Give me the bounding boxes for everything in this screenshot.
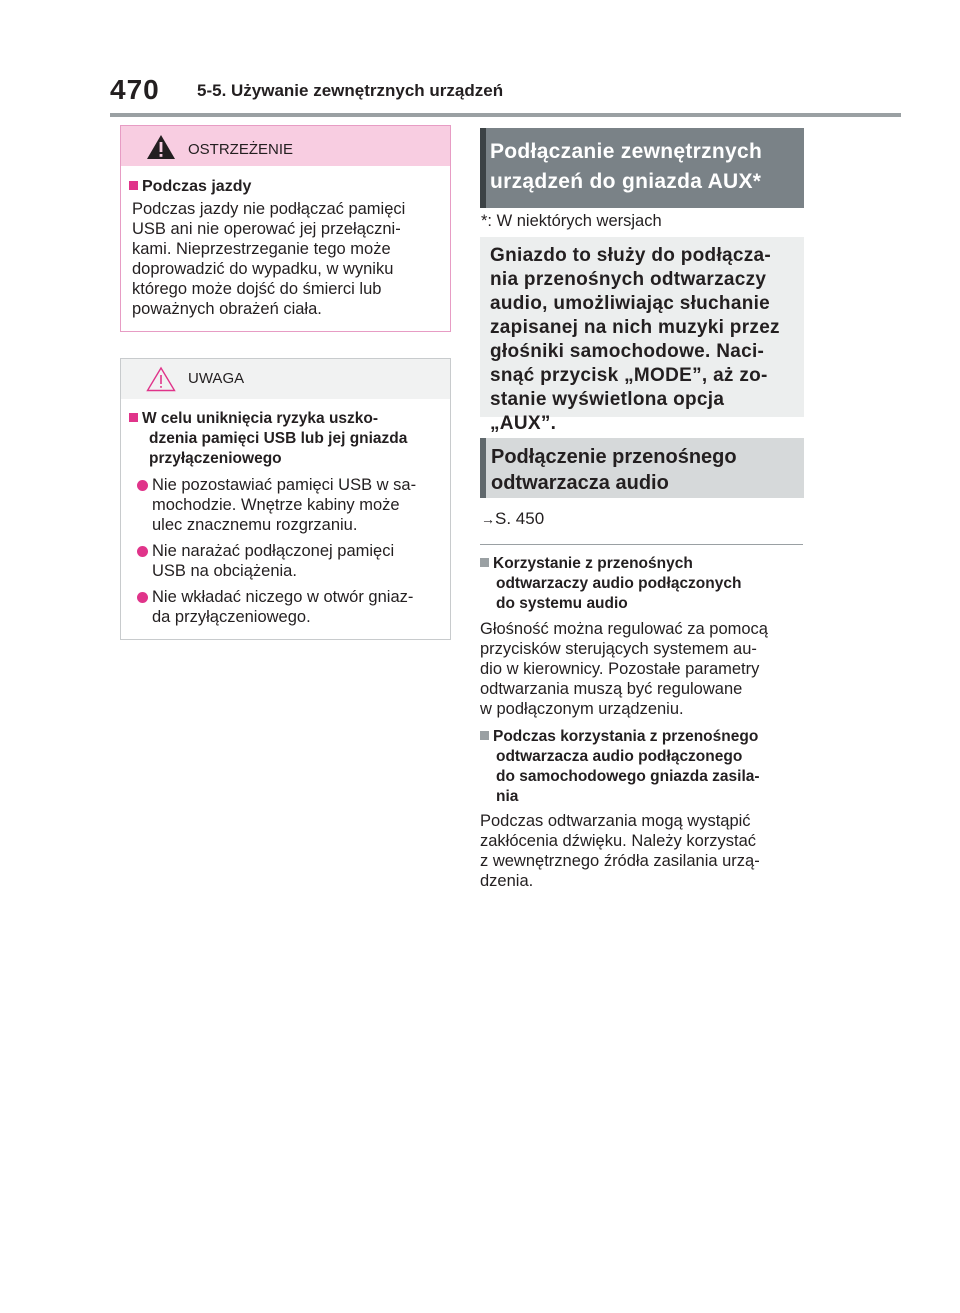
text-line: USB ani nie operować jej przełączni- xyxy=(132,220,401,238)
xref-link[interactable]: S. 450 xyxy=(495,509,545,528)
notice-bullet: Nie wkładać niczego w otwór gniaz- da przyłączeniowego. xyxy=(152,588,414,626)
warning-subheading: Podczas jazdy xyxy=(129,177,251,196)
section-title: 5-5. Używanie zewnętrznych urządzeń xyxy=(197,81,504,100)
header-rule xyxy=(110,113,901,117)
round-bullet-icon xyxy=(137,546,148,557)
square-bullet-icon xyxy=(480,558,489,567)
footnote: *: W niektórych wersjach xyxy=(481,212,662,230)
warning-title: OSTRZEŻENIE xyxy=(188,141,294,158)
text-line: poważnych obrażeń ciała. xyxy=(132,300,322,318)
cross-reference[interactable] xyxy=(481,509,544,529)
round-bullet-icon xyxy=(137,592,148,603)
round-bullet-icon xyxy=(137,480,148,491)
subheading: Podłączenie przenośnego odtwarzacza audio xyxy=(491,446,737,494)
square-bullet-icon xyxy=(480,731,489,740)
page-number: 470 xyxy=(110,74,160,105)
aux-heading: Podłączanie zewnętrznych urządzeń do gniazda AUX* xyxy=(490,140,763,193)
warning-text xyxy=(132,199,405,319)
caution-triangle-icon xyxy=(146,366,176,392)
section1-text: Głośność można regulować za pomocą przycisków sterujących systemem au- dio w kierownicy. Pozostałe parametry odtwarzania muszą być regulowane w podłączonym urządzeniu. xyxy=(480,620,768,718)
section2-text: Podczas odtwarzania mogą wystąpić zakłócenia dźwięku. Należy korzystać z wewnętrznego źródła zasilania urzą- dzenia. xyxy=(480,812,760,890)
warning-triangle-icon xyxy=(146,134,176,160)
section2-heading: Podczas korzystania z przenośnego odtwarzacza audio podłączonego do samochodowego gniazda zasila- nia xyxy=(480,727,760,807)
text-line: Podczas jazdy nie podłączać pamięci xyxy=(132,200,406,218)
text-line: kami. Nieprzestrzeganie tego może xyxy=(132,240,391,258)
notice-title: UWAGA xyxy=(188,370,245,387)
arrow-right-icon: → xyxy=(481,511,495,527)
notice-bullet: Nie pozostawiać pamięci USB w sa- mochodzie. Wnętrze kabiny może ulec znacznemu rozgrzaniu. xyxy=(152,476,417,534)
section1-heading: Korzystanie z przenośnych odtwarzaczy audio podłączonych do systemu audio xyxy=(480,554,741,614)
text-line: którego może dojść do śmierci lub xyxy=(132,280,382,298)
intro-text: Gniazdo to służy do podłącza- nia przenośnych odtwarzaczy audio, umożliwiając słuchanie zapisanej na nich muzyki przez głośniki samochodowe. Naci- snąć przycisk „MODE”, aż zo- stanie wyświetlona opcja „AUX”. xyxy=(490,245,780,434)
square-bullet-icon xyxy=(129,413,138,422)
notice-bullet: Nie narażać podłączonej pamięci USB na obciążenia. xyxy=(152,542,395,580)
notice-subheading: W celu uniknięcia ryzyka uszko- dzenia pamięci USB lub jej gniazda przyłączeniowego xyxy=(129,409,407,469)
section-divider xyxy=(480,544,803,545)
text-line: doprowadzić do wypadku, w wyniku xyxy=(132,260,394,278)
square-bullet-icon xyxy=(129,181,138,190)
